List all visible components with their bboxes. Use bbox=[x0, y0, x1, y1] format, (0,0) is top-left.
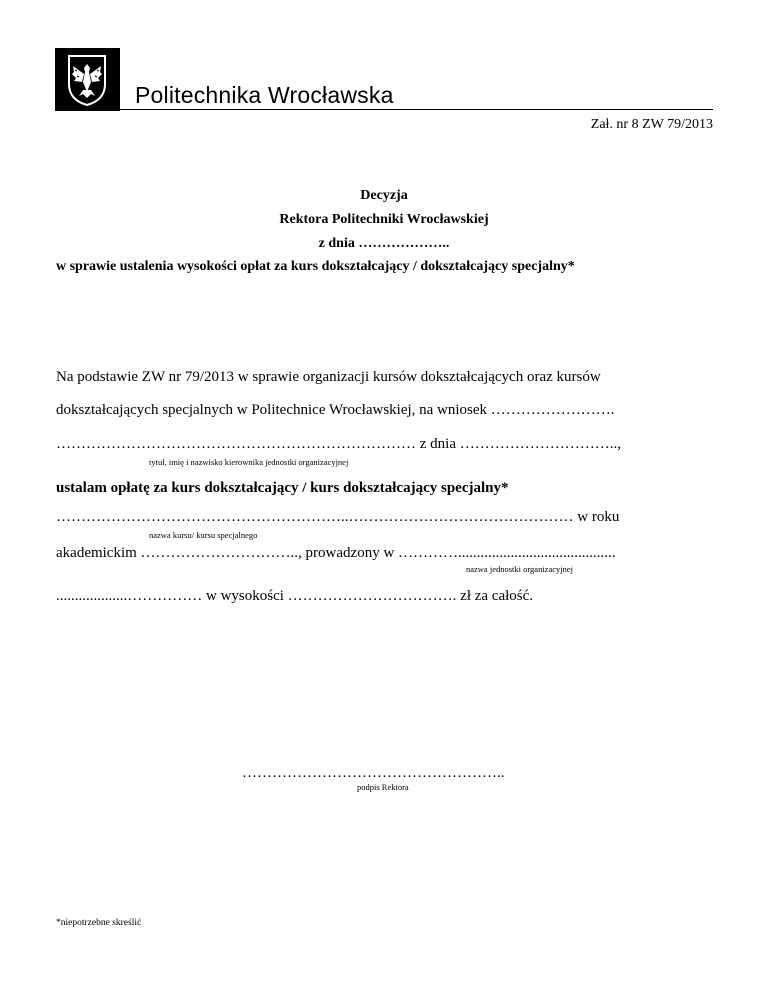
header-rule bbox=[120, 109, 713, 110]
signature-line: …………………………………………….. bbox=[242, 765, 505, 781]
caption-course-name: nazwa kursu/ kursu specjalnego bbox=[149, 530, 258, 540]
caption-unit-name: nazwa jednostki organizacyjnej bbox=[466, 564, 573, 574]
footnote: *niepotrzebne skreślić bbox=[56, 918, 142, 928]
decision-statement: ustalam opłatę za kurs dokształcający / kurs dokształcający specjalny* bbox=[56, 480, 509, 496]
body-paragraph-line-3: ……………………………………………………………… z dnia ………………………….., bbox=[56, 436, 621, 452]
eagle-emblem-icon bbox=[55, 48, 120, 111]
doc-title: Decyzja bbox=[360, 188, 408, 203]
attachment-reference: Zał. nr 8 ZW 79/2013 bbox=[590, 117, 713, 132]
body-paragraph-line-2: dokształcających specjalnych w Politechnice Wrocławskiej, na wniosek ……………………. bbox=[56, 402, 615, 418]
university-name: Politechnika Wrocławska bbox=[135, 82, 394, 108]
course-name-line: …………………………………………………..……………………………………… w roku bbox=[56, 509, 620, 525]
academic-year-line: akademickim ………………………….., prowadzony w ………….......................................... bbox=[56, 545, 616, 561]
doc-date: z dnia ……………….. bbox=[318, 236, 450, 251]
body-paragraph-line-1: Na podstawie ZW nr 79/2013 w sprawie organizacji kursów dokształcających oraz kursów bbox=[56, 369, 601, 385]
doc-issuer: Rektora Politechniki Wrocławskiej bbox=[279, 212, 489, 227]
university-logo bbox=[55, 48, 120, 111]
amount-line: ...................…………… w wysokości ……………………………. zł za całość. bbox=[56, 588, 534, 604]
doc-subject: w sprawie ustalenia wysokości opłat za kurs dokształcający / dokształcający specjalny* bbox=[56, 259, 575, 274]
caption-head-of-unit: tytuł, imię i nazwisko kierownika jednostki organizacyjnej bbox=[149, 457, 349, 467]
signature-caption: podpis Rektora bbox=[357, 782, 409, 792]
